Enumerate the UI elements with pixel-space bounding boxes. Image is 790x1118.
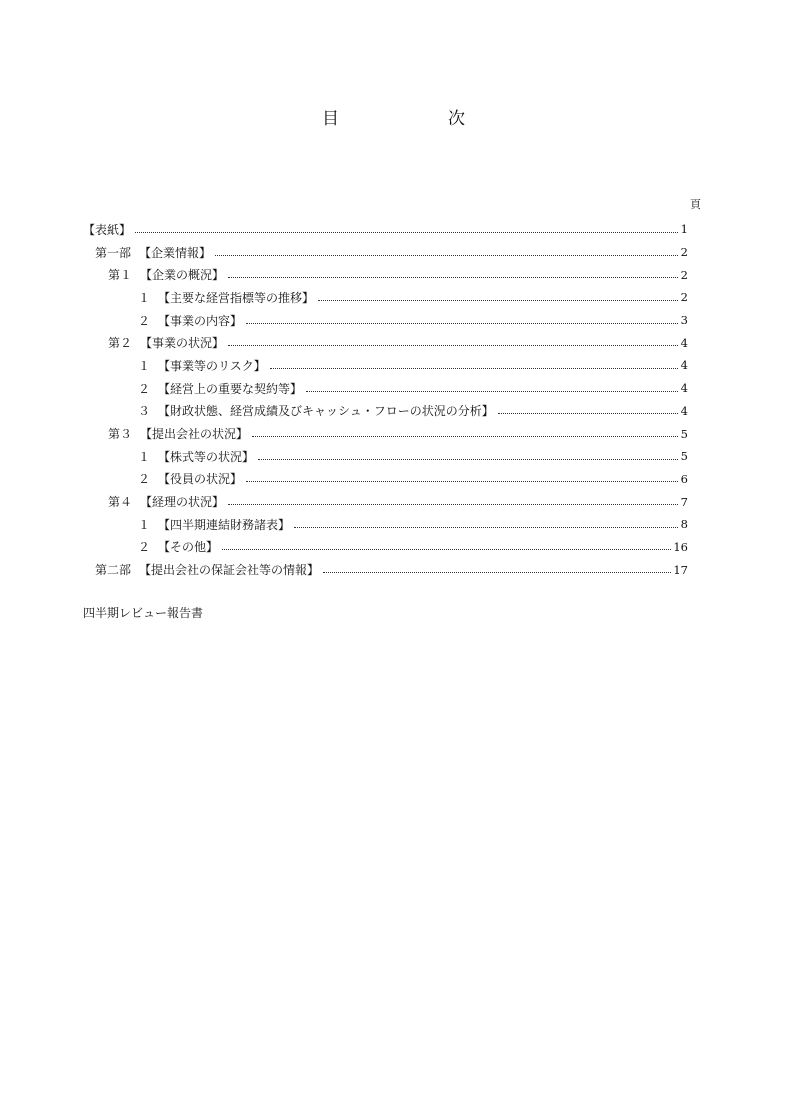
toc-entry-page: 2 [680, 245, 688, 260]
toc-entry-number: 第２ [108, 336, 133, 351]
toc-entry-number: ２ [138, 381, 151, 396]
toc-entry-number: 第３ [108, 427, 133, 442]
toc-entry-page: 1 [680, 222, 688, 237]
table-of-contents [83, 218, 688, 581]
toc-dot-leader [498, 413, 678, 414]
toc-entry-number: 第１ [108, 268, 133, 283]
toc-entry-page: 4 [680, 358, 688, 373]
toc-entry-number: 第４ [108, 495, 133, 510]
toc-dot-leader [228, 345, 678, 346]
toc-dot-leader [318, 300, 678, 301]
toc-dot-leader [246, 481, 678, 482]
toc-entry-page: 8 [680, 517, 688, 532]
toc-entry-number: ２ [138, 313, 151, 328]
title-char-1: 目 [322, 109, 339, 129]
toc-entry-page: 4 [680, 335, 688, 350]
toc-entry-label: 【四半期連結財務諸表】 [158, 517, 291, 532]
toc-dot-leader [228, 504, 678, 505]
toc-entry[interactable] [83, 490, 688, 513]
title-char-2: 次 [448, 109, 465, 129]
toc-dot-leader [258, 459, 678, 460]
toc-entry-number: ２ [138, 540, 151, 555]
toc-entry-number: 第一部 [95, 245, 132, 260]
toc-dot-leader [323, 572, 671, 573]
toc-entry-page: 6 [680, 471, 688, 486]
toc-entry-label: 【企業情報】 [139, 245, 212, 260]
toc-dot-leader [306, 391, 678, 392]
toc-entry[interactable] [83, 445, 688, 468]
toc-entry-number: １ [138, 358, 151, 373]
toc-entry-number: １ [138, 517, 151, 532]
toc-entry-page: 2 [680, 290, 688, 305]
toc-dot-leader [215, 255, 678, 256]
review-report-label: 四半期レビュー報告書 [83, 606, 204, 620]
toc-entry-label: 【財政状態、経営成績及びキャッシュ・フローの状況の分析】 [158, 404, 494, 419]
toc-entry[interactable] [83, 309, 688, 332]
toc-entry[interactable] [83, 354, 688, 377]
toc-entry-number: １ [138, 449, 151, 464]
toc-entry-page: 5 [680, 449, 688, 464]
toc-entry-label: 【事業の状況】 [140, 336, 225, 351]
toc-entry[interactable] [83, 400, 688, 423]
toc-dot-leader [222, 549, 671, 550]
toc-dot-leader [246, 323, 678, 324]
toc-entry[interactable] [83, 218, 688, 241]
toc-entry[interactable] [83, 241, 688, 264]
toc-entry-number: １ [138, 290, 151, 305]
toc-entry-number: ２ [138, 472, 151, 487]
toc-entry-label: 【主要な経営指標等の推移】 [158, 290, 315, 305]
toc-entry[interactable] [83, 331, 688, 354]
toc-entry-number: 第二部 [95, 563, 132, 578]
toc-entry[interactable] [83, 377, 688, 400]
toc-entry-number: ３ [138, 404, 151, 419]
toc-entry-label: 【役員の状況】 [158, 472, 243, 487]
toc-entry-label: 【事業等のリスク】 [158, 358, 266, 373]
toc-entry-label: 【事業の内容】 [158, 313, 243, 328]
toc-entry-page: 3 [680, 313, 688, 328]
toc-entry-page: 5 [680, 426, 688, 441]
toc-entry[interactable] [83, 536, 688, 559]
toc-entry[interactable] [83, 263, 688, 286]
toc-entry-label: 【株式等の状況】 [158, 449, 255, 464]
toc-entry-page: 4 [680, 381, 688, 396]
toc-entry[interactable] [83, 422, 688, 445]
toc-entry-page: 2 [680, 267, 688, 282]
toc-dot-leader [294, 527, 678, 528]
toc-dot-leader [228, 277, 678, 278]
toc-entry-page: 17 [673, 562, 688, 577]
toc-entry-label: 【経営上の重要な契約等】 [158, 381, 303, 396]
toc-entry-page: 7 [680, 494, 688, 509]
toc-entry[interactable] [83, 513, 688, 536]
toc-entry[interactable] [83, 558, 688, 581]
toc-entry-label: 【提出会社の状況】 [140, 427, 249, 442]
toc-entry-page: 16 [673, 539, 688, 554]
toc-entry-page: 4 [680, 403, 688, 418]
toc-dot-leader [135, 232, 678, 233]
toc-entry-label: 【経理の状況】 [140, 495, 225, 510]
page-column-header: 頁 [690, 198, 701, 211]
toc-entry[interactable] [83, 286, 688, 309]
toc-entry-label: 【表紙】 [83, 222, 132, 237]
toc-dot-leader [252, 436, 678, 437]
toc-entry-label: 【企業の概況】 [140, 268, 225, 283]
toc-entry-label: 【その他】 [158, 540, 219, 555]
toc-entry[interactable] [83, 468, 688, 491]
toc-entry-label: 【提出会社の保証会社等の情報】 [139, 563, 320, 578]
page-title [318, 104, 478, 128]
toc-dot-leader [270, 368, 678, 369]
